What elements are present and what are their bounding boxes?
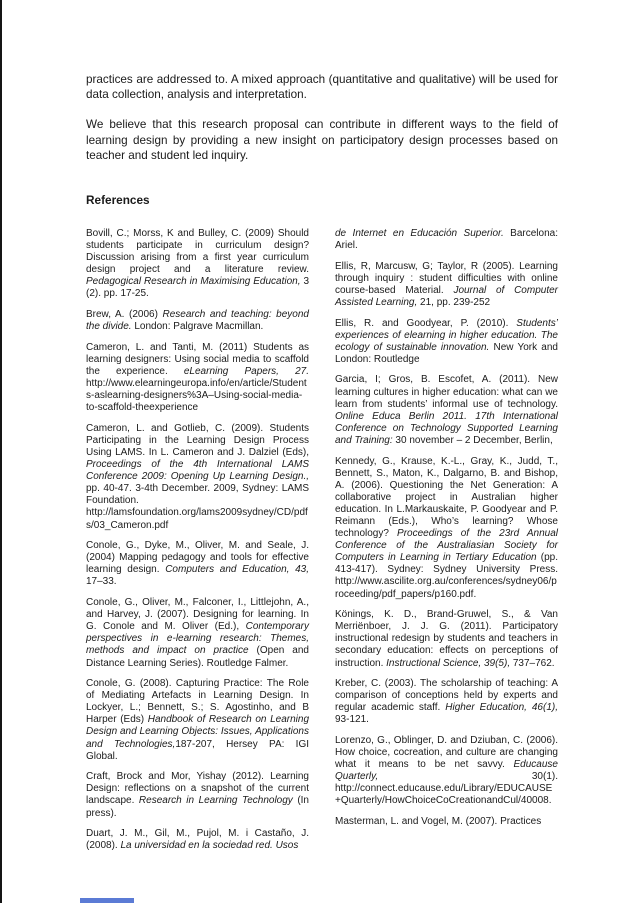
intro-paragraph: We believe that this research proposal can contribute in different ways to the field of learning design by providing a new insight on participatory design processes based on teacher and student led inquiry.: [86, 118, 558, 162]
reference-title-italic: La universidad en la sociedad red. Usos: [120, 840, 299, 852]
reference-title-italic: eLearning Papers, 27.: [183, 365, 309, 377]
reference-title-italic: Contemporary perspectives in e-learning research: Themes, methods and impact on practice: [86, 621, 309, 657]
reference-title-italic: Educause Quarterly,: [335, 759, 558, 783]
reference-entry: [335, 261, 558, 309]
reference-text: Bovill, C.; Morss, K and Bulley, C. (2009) Should students participate in curriculum design? Discussion arising from a first year curriculum design project and a literature review.: [86, 228, 309, 276]
reference-title-italic: de Internet en Educación Superior.: [335, 228, 504, 240]
reference-title-italic: Journal of Computer Assisted Learning,: [335, 284, 558, 308]
reference-text: London: Palgrave Macmillan.: [131, 321, 264, 333]
reference-text: Könings, K. D., Brand-Gruwel, S., & Van Merriënboer, J. J. G. (2011). Participatory instructional redesign by students and teachers in secondary education: effects on perceptions of instruction.: [335, 609, 558, 669]
references-columns: [86, 228, 558, 861]
reference-text: Conole, G., Oliver, M., Falconer, I., Littlejohn, A., and Harvey, J. (2007). Designing for learning. In G. Conole and M. Oliver (Ed.),: [86, 597, 309, 633]
progress-bar: [80, 898, 134, 903]
reference-text: Barcelona: Ariel.: [335, 228, 558, 252]
reference-text: Masterman, L. and Vogel, M. (2007). Practices: [335, 816, 542, 828]
reference-text: Ellis, R. and Goodyear, P. (2010).: [335, 317, 517, 329]
reference-text: http://www.elearningeuropa.info/en/article/Students-aslearning-designers%3A–Using-social-media-to-scaffold-theexperience: [86, 378, 307, 414]
reference-text: pp. 40-47. 3-4th December. 2009, Sydney: LAMS Foundation. http://lamsfoundation.org/lams2009sydney/CD/pdfs/03_Cameron.pdf: [86, 483, 309, 531]
reference-entry: [86, 342, 309, 415]
reference-text: Duart, J. M., Gil, M., Pujol, M. i Castaño, J. (2008).: [86, 828, 309, 852]
reference-text: Craft, Brock and Mor, Yishay (2012). Learning Design: reflections on a snapshot of the current landscape.: [86, 771, 309, 807]
reference-text: Kennedy, G., Krause, K.-L., Gray, K., Judd, T., Bennett, S., Maton, K., Dalgarno, B. and Bishop, A. (2006). Questioning the Net Generation: A collaborative project in Australian higher education. In L.Markauskaite, P. Goodyear and P. Reimann (Eds.), Who’s learning? Whose technology?: [335, 455, 558, 540]
reference-text: Ellis, R, Marcusw, G; Taylor, R (2005). Learning through inquiry : student difficulties with online course-based Material.: [335, 260, 558, 296]
reference-text: Brew, A. (2006): [86, 309, 163, 321]
reference-title-italic: Higher Education, 46(1),: [445, 702, 558, 714]
reference-text: 93-121.: [335, 714, 369, 726]
references-heading: References: [86, 193, 150, 208]
reference-text: 30(1). http://connect.educause.edu/Library/EDUCAUSE+Quarterly/HowChoiceCoCreationandCul/40008.: [335, 771, 558, 807]
reference-text: 737–762.: [510, 657, 555, 669]
reference-text: 21, pp. 239-252: [417, 296, 491, 308]
reference-entry: [335, 678, 558, 726]
reference-title-italic: Research in Learning Technology: [138, 795, 293, 807]
reference-text: 30 november – 2 December, Berlin,: [392, 434, 553, 446]
reference-entry: [86, 828, 309, 852]
reference-title-italic: Computers and Education, 43,: [165, 564, 309, 576]
reference-text: Lorenzo, G., Oblinger, D. and Dziuban, C. (2006). How choice, cocreation, and culture are changing what it means to be net savvy.: [335, 734, 558, 771]
references-column-left: [86, 228, 309, 861]
reference-text: Cameron, L. and Tanti, M. (2011) Students as learning designers: Using social media to scaffold the experience.: [86, 341, 309, 377]
reference-entry: [86, 597, 309, 670]
reference-entry: [335, 735, 558, 808]
reference-text: Cameron, L. and Gotlieb, C. (2009). Students Participating in the Learning Design Process Using LAMS. In L. Cameron and J. Dalziel (Eds),: [86, 422, 309, 459]
reference-text: (Open and Distance Learning Series). Routledge Falmer.: [86, 645, 309, 669]
reference-entry: [335, 228, 558, 252]
reference-text: (pp. 413-417). Sydney: Sydney University Press. http://www.ascilite.org.au/conferences/sydney06/proceeding/pdf_papers/p160.pdf.: [335, 552, 558, 600]
reference-entry: [86, 678, 309, 763]
reference-text: New York and London: Routledge: [335, 341, 558, 365]
reference-entry: [86, 228, 309, 301]
reference-title-italic: Instructional Science, 39(5),: [386, 657, 511, 669]
references-column-right: [335, 228, 558, 861]
reference-text: Conole, G. (2008). Capturing Practice: The Role of Mediating Artefacts in Learning Design. In Lockyer, L.; Bennett, S.; S. Agostinho, and B Harper (Eds): [86, 678, 309, 726]
reference-title-italic: Proceedings of the 4th International LAMS Conference 2009: Opening Up Learning Design.,: [86, 459, 309, 483]
intro-section: [86, 72, 558, 163]
reference-text: (In press).: [86, 795, 309, 819]
reference-title-italic: Pedagogical Research in Maximising Education,: [86, 276, 301, 288]
reference-entry: [335, 456, 558, 601]
reference-title-italic: Online Educa Berlin 2011. 17th International Conference on Technology Supported Learning and Training:: [335, 410, 558, 446]
reference-text: Garcia, I; Gros, B. Escofet, A. (2011). New learning cultures in higher education: what can we learn from students’ informal use of technology.: [335, 374, 558, 410]
reference-title-italic: Proceedings of the 23rd Annual Conference of the Australiasian Society for Computers in Learning in Tertiary Education: [335, 528, 558, 564]
reference-entry: [335, 609, 558, 669]
reference-entry: [335, 816, 558, 828]
reference-entry: [335, 374, 558, 447]
reference-text: Conole, G., Dyke, M., Oliver, M. and Seale, J. (2004) Mapping pedagogy and tools for effective learning design.: [86, 540, 309, 576]
reference-entry: [86, 423, 309, 532]
intro-paragraph: practices are addressed to. A mixed approach (quantitative and qualitative) will be used for data collection, analysis and interpretation.: [86, 73, 558, 102]
reference-entry: [86, 540, 309, 588]
reference-text: 17–33.: [86, 576, 117, 588]
reference-text: 3 (2). pp. 17-25.: [86, 276, 309, 300]
reference-text: Kreber, C. (2003). The scholarship of teaching: A comparison of conceptions held by experts and regular academic staff.: [335, 678, 558, 714]
reference-title-italic: Research and teaching: beyond the divide.: [86, 309, 309, 333]
reference-title-italic: Students’ experiences of elearning in higher education. The ecology of sustainable innovation.: [335, 317, 558, 353]
reference-title-italic: Handbook of Research on Learning Design and Learning Objects: Issues, Applications and Technologies,: [86, 714, 310, 750]
reference-entry: [86, 771, 309, 819]
reference-entry: [86, 309, 309, 333]
reference-entry: [335, 318, 558, 366]
reference-text: 187-207, Hersey PA: IGI Global.: [86, 738, 309, 762]
